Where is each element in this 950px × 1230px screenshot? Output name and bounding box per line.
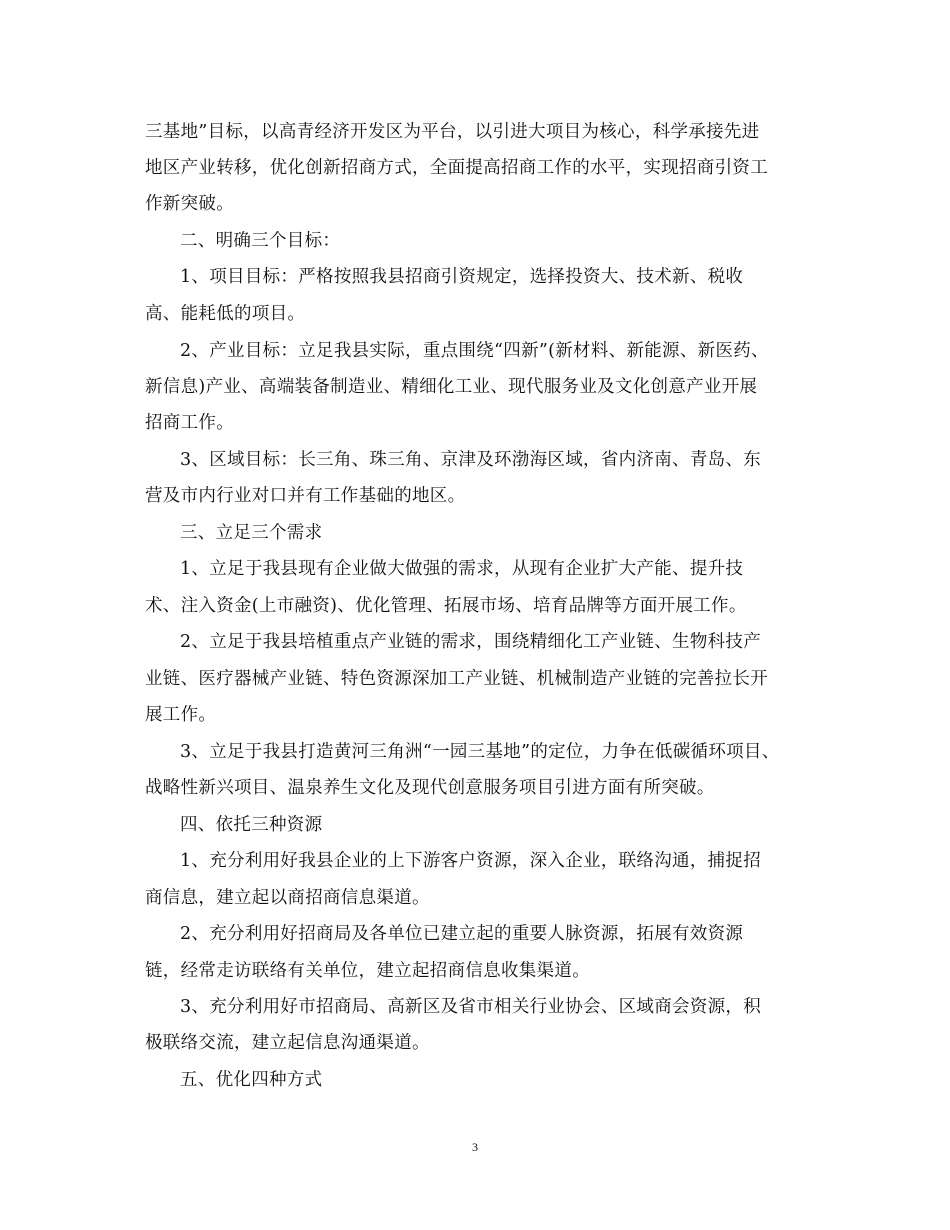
body-line: 3、区域目标：长三角、珠三角、京津及环渤海区域，省内济南、青岛、东: [180, 450, 762, 470]
body-line: 招商工作。: [145, 413, 234, 433]
body-line: 1、立足于我县现有企业做大做强的需求，从现有企业扩大产能、提升技: [180, 559, 744, 579]
body-line: 业链、医疗器械产业链、特色资源深加工产业链、机械制造产业链的完善拉长开: [145, 669, 768, 689]
body-line: 1、项目目标：严格按照我县招商引资规定，选择投资大、技术新、税收: [180, 267, 744, 287]
body-line: 1、充分利用好我县企业的上下游客户资源，深入企业，联络沟通，捕捉招: [180, 851, 762, 871]
body-line: 2、充分利用好招商局及各单位已建立起的重要人脉资源，拓展有效资源: [180, 924, 744, 944]
body-line: 作新突破。: [145, 194, 234, 214]
section-heading: 四、依托三种资源: [180, 815, 323, 835]
body-line: 战略性新兴项目、温泉养生文化及现代创意服务项目引进方面有所突破。: [145, 778, 715, 798]
section-heading: 二、明确三个目标：: [180, 231, 341, 251]
body-line: 2、立足于我县培植重点产业链的需求，围绕精细化工产业链、生物科技产: [180, 632, 762, 652]
body-line: 营及市内行业对口并有工作基础的地区。: [145, 486, 466, 506]
section-heading: 五、优化四种方式: [180, 1070, 323, 1090]
body-line: 三基地”目标，以高青经济开发区为平台，以引进大项目为核心，科学承接先进: [145, 122, 760, 142]
body-line: 展工作。: [145, 705, 217, 725]
body-line: 3、充分利用好市招商局、高新区及省市相关行业协会、区域商会资源，积: [180, 997, 762, 1017]
body-line: 3、立足于我县打造黄河三角洲“一园三基地”的定位，力争在低碳循环项目、: [180, 742, 780, 762]
body-line: 高、能耗低的项目。: [145, 304, 306, 324]
page-number: 3: [472, 1140, 478, 1154]
body-line: 地区产业转移，优化创新招商方式，全面提高招商工作的水平，实现招商引资工: [145, 158, 768, 178]
body-line: 极联络交流，建立起信息沟通渠道。: [145, 1033, 430, 1053]
section-heading: 三、立足三个需求: [180, 523, 323, 543]
body-line: 2、产业目标：立足我县实际，重点围绕“四新”(新材料、新能源、新医药、: [180, 341, 769, 361]
body-line: 链，经常走访联络有关单位，建立起招商信息收集渠道。: [145, 961, 590, 981]
body-line: 新信息)产业、高端装备制造业、精细化工业、现代服务业及文化创意产业开展: [145, 377, 758, 397]
body-line: 商信息，建立起以商招商信息渠道。: [145, 888, 430, 908]
body-line: 术、注入资金(上市融资)、优化管理、拓展市场、培育品牌等方面开展工作。: [145, 596, 747, 616]
